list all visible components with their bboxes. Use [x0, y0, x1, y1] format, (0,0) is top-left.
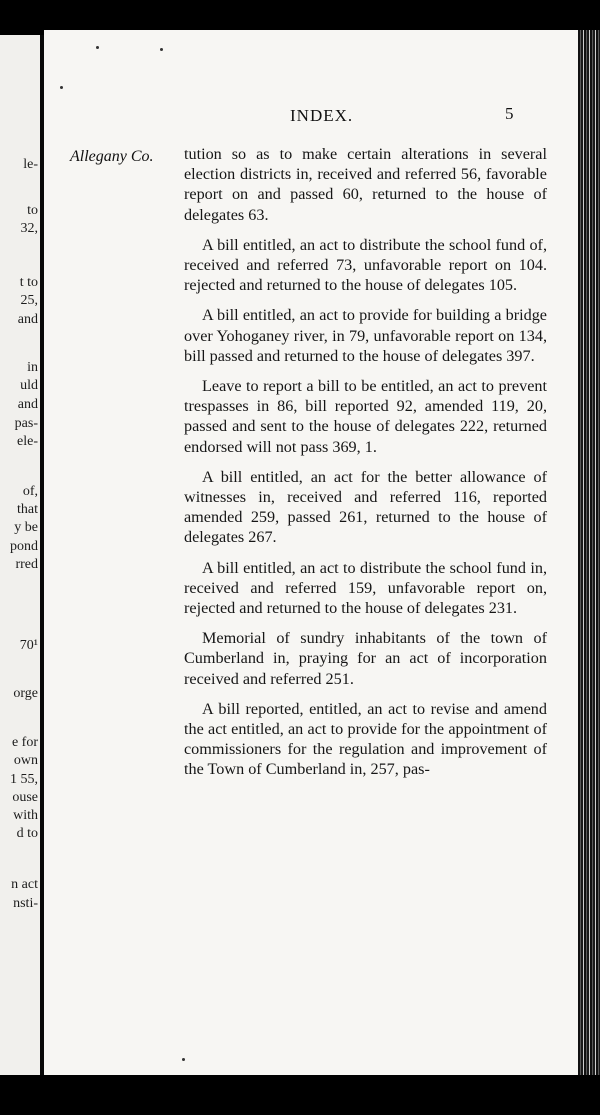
index-entry: A bill entitled, an act for the better allowance of witnesses in, received and referred 116, reported amended 259, passed 261, returned to the house of delegates 267.	[184, 467, 547, 547]
left-fragment: and	[17, 397, 38, 412]
left-fragment: nsti-	[13, 896, 38, 911]
index-entries	[184, 144, 547, 790]
left-fragment: 1 55,	[10, 772, 38, 787]
left-fragment: with	[13, 808, 38, 823]
adjacent-page-fragment	[0, 35, 40, 1075]
index-entry: A bill reported, entitled, an act to revise and amend the act entitled, an act to provide for the appointment of commissioners for the regulation and improvement of the Town of Cumberland in, 257, pas-	[184, 699, 547, 779]
index-entry: A bill entitled, an act to distribute the school fund of, received and referred 73, unfavorable report on 104. rejected and returned to the house of delegates 105.	[184, 235, 547, 295]
index-entry: tution so as to make certain alterations in several election districts in, received and referred 56, favorable report on and passed 60, returned to the house of delegates 63.	[184, 145, 547, 224]
left-fragment: pond	[10, 539, 38, 554]
left-fragment: 32,	[20, 221, 38, 236]
page-number: 5	[505, 104, 514, 123]
left-fragment: y be	[14, 520, 38, 535]
index-entry: A bill entitled, an act to provide for building a bridge over Yohoganey river, in 79, unfavorable report on 134, bill passed and returned to the house of delegates 397.	[184, 306, 547, 365]
margin-county-label: Allegany Co.	[70, 148, 154, 165]
left-fragment: pas-	[14, 416, 38, 431]
index-entry: Memorial of sundry inhabitants of the town of Cumberland in, praying for an act of incorporation received and referred 251.	[184, 629, 547, 688]
running-head: INDEX.	[290, 106, 354, 125]
left-fragment: t to	[19, 275, 38, 290]
left-fragment: n act	[11, 877, 38, 892]
ink-speck	[60, 86, 63, 89]
index-page	[44, 30, 578, 1075]
page-edge	[578, 30, 600, 1075]
left-fragment: 70¹	[19, 638, 38, 653]
left-fragment: to	[27, 203, 38, 218]
left-fragment: uld	[20, 378, 38, 393]
left-fragment: in	[27, 360, 38, 375]
left-fragment: own	[13, 753, 38, 768]
left-fragment: rred	[15, 557, 38, 572]
left-fragment: le-	[23, 157, 38, 172]
index-entry: A bill entitled, an act to distribute the school fund in, received and referred 159, unfavorable report on, rejected and returned to the house of delegates 231.	[184, 558, 547, 618]
left-fragment: and	[17, 312, 38, 327]
index-entry: Leave to report a bill to be entitled, an act to prevent trespasses in 86, bill reported 92, amended 119, 20, passed and sent to the house of delegates 222, returned endorsed will not pass 369, 1.	[184, 377, 547, 456]
left-fragment: orge	[13, 686, 38, 701]
left-fragment: that	[17, 502, 38, 517]
left-fragment: 25,	[20, 293, 38, 308]
left-fragment: of,	[22, 484, 38, 499]
left-fragment: ouse	[12, 790, 38, 805]
left-fragment: e for	[11, 735, 38, 750]
left-fragment: ele-	[17, 434, 38, 449]
ink-speck	[182, 1058, 185, 1061]
ink-speck	[96, 46, 99, 49]
ink-speck	[160, 48, 163, 51]
left-fragment: d to	[16, 826, 38, 841]
